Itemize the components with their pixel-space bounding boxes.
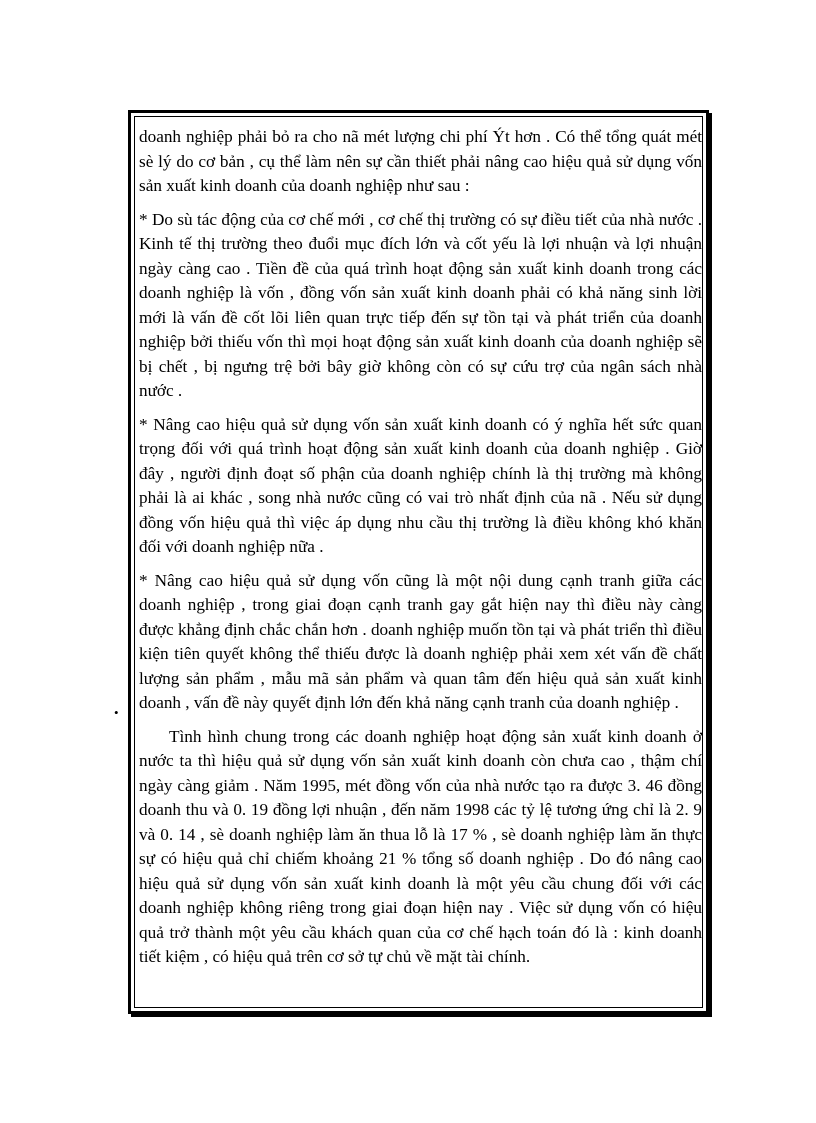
paragraph-importance: * Nâng cao hiệu quả sử dụng vốn sản xuất kinh doanh có ý nghĩa hết sức quan trọng đối với quá trình hoạt động sản xuất kinh doanh của doanh nghiệp . Giờ đây , người định đoạt số phận của doanh nghiệp chính là thị trường mà không phải là ai khác , song nhà nước cũng có vai trò nhất định của nã . Nếu sử dụng đồng vốn hiệu quả thì việc áp dụng nhu cầu thị trường là điều không khó khăn đối với doanh nghiệp nữa . (139, 414, 702, 556)
paragraph-market-mechanism: * Do sù tác động của cơ chế mới , cơ chế thị trường có sự điều tiết của nhà nước . Kinh tế thị trường theo đuổi mục đích lớn và cốt yếu là lợi nhuận và lợi nhuận ngày càng cao . Tiền đề của quá trình hoạt động sản xuất kinh doanh trong các doanh nghiệp là vốn , đồng vốn sản xuất kinh doanh phải có khả năng sinh lời mới là vấn đề cốt lõi liên quan trực tiếp đến sự tồn tại và phát triển của doanh nghiệp bởi thiếu vốn thì mọi hoạt động sản xuất kinh doanh của doanh nghiệp sẽ bị chết , bị ngưng trệ bởi bây giờ không còn có sự cứu trợ của ngân sách nhà nước . (139, 209, 702, 400)
paragraph-intro: doanh nghiệp phải bỏ ra cho nã mét lượng chi phí Ýt hơn . Có thể tổng quát mét sè lý do cơ bản , cụ thể làm nên sự cần thiết phải nâng cao hiệu quả sử dụng vốn sản xuất kinh doanh của doanh nghiệp như sau : (139, 127, 702, 195)
paragraph-general-situation: Tình hình chung trong các doanh nghiệp hoạt động sản xuất kinh doanh ở nước ta thì hiệu quả sử dụng vốn sản xuất kinh doanh còn chưa cao , thậm chí ngày càng giảm . Năm 1995, mét đồng vốn của nhà nước tạo ra được 3. 46 đồng doanh thu và 0. 19 đồng lợi nhuận , đến năm 1998 các tỷ lệ tương ứng chỉ là 2. 9 và 0. 14 , sè doanh nghiệp làm ăn thua lỗ là 17 % , sè doanh nghiệp làm ăn thực sự có hiệu quả chỉ chiếm khoảng 21 % tổng số doanh nghiệp . Do đó nâng cao hiệu quả sử dụng vốn sản xuất kinh doanh là một yêu cầu chung đối với các doanh nghiệp không riêng trong giai đoạn hiện nay . Việc sử dụng vốn có hiệu quả trở thành một yêu cầu khách quan của cơ chế hạch toán đó là : kinh doanh tiết kiệm , có hiệu quả trên cơ sở tự chủ về mặt tài chính. (139, 726, 702, 966)
bullet-icon: • (114, 705, 119, 720)
paragraph-competition: * Nâng cao hiệu quả sử dụng vốn cũng là một nội dung cạnh tranh giữa các doanh nghiệp , trong giai đoạn cạnh tranh gay gắt hiện nay thì điều này càng được khẳng định chắc chắn hơn . doanh nghiệp muốn tồn tại và phát triển thì điều kiện tiên quyết không thể thiếu được là doanh nghiệp phải xem xét vấn đề chất lượng sản phẩm , mẫu mã sản phẩm và quan tâm đến hiệu quả sản xuất kinh doanh , vấn đề này quyết định lớn đến khả năng cạnh tranh của doanh nghiệp . (139, 570, 702, 712)
document-body (139, 125, 702, 979)
